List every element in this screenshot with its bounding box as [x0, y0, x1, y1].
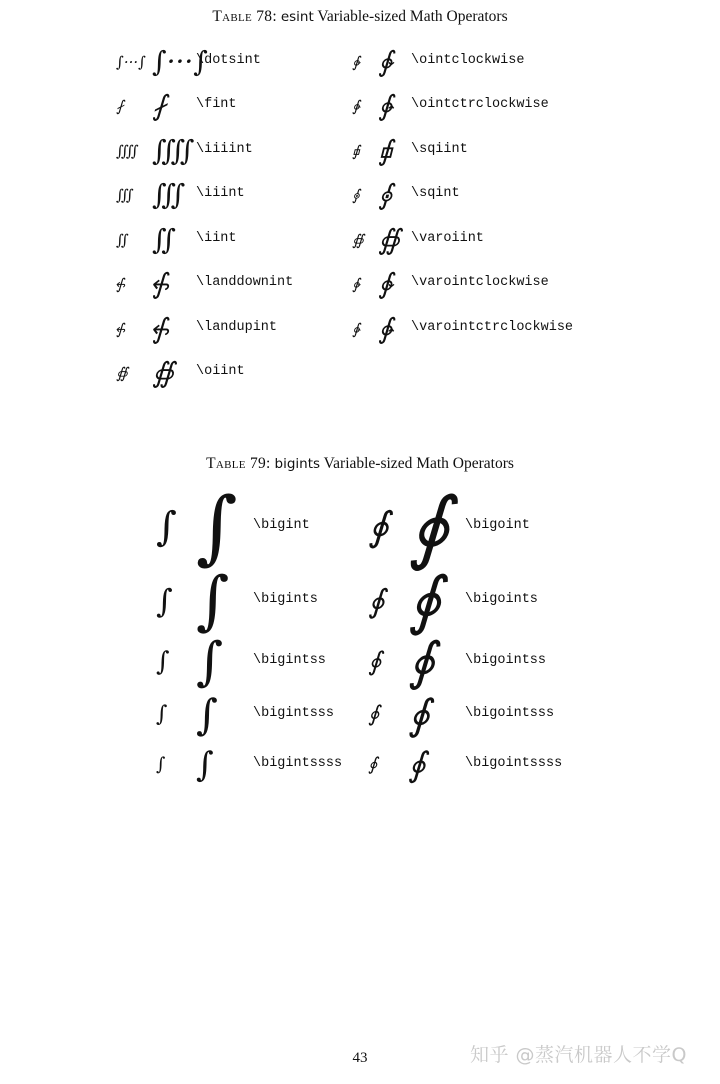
symbol-text-style: ∮	[368, 702, 380, 727]
symbol-display-style: ⨖	[378, 134, 393, 167]
symbol-text-style: ∮	[368, 754, 378, 775]
symbol-text-style: ∫	[156, 504, 177, 550]
symbol-display-style: ∫	[196, 564, 230, 638]
table-79-caption	[0, 455, 720, 473]
symbol-display-style: ⨗	[152, 267, 167, 300]
command-name: \bigintsss	[253, 706, 335, 721]
command-name: \bigointsss	[465, 706, 555, 721]
caption-package: bigints	[274, 456, 321, 472]
command-name: \bigoints	[465, 592, 538, 607]
command-name: \sqint	[411, 186, 460, 201]
caption-text: Variable-sized Math Operators	[323, 455, 514, 472]
symbol-text-style: ∮	[368, 582, 385, 620]
symbol-text-style: ⨏	[116, 96, 124, 115]
caption-label: Table 79:	[206, 455, 271, 472]
symbol-text-style: ∭	[116, 185, 134, 204]
symbol-display-style: ⨏	[152, 89, 167, 122]
symbol-text-style: ∲	[352, 52, 360, 71]
symbol-display-style: ∫	[196, 632, 224, 692]
command-name: \ointclockwise	[411, 53, 525, 68]
symbol-text-style: ∳	[352, 96, 360, 115]
symbol-display-style: ∫	[196, 745, 214, 785]
caption-label: Table 78:	[212, 8, 277, 25]
command-name: \iiiint	[196, 142, 253, 157]
caption-text: Variable-sized Math Operators	[317, 8, 508, 25]
symbol-text-style: ∬	[116, 230, 129, 249]
symbol-display-style: ∫···∫	[152, 45, 208, 78]
symbol-text-style: ⨗	[116, 274, 124, 293]
symbol-text-style: ∫	[156, 702, 168, 727]
symbol-text-style: ∯	[116, 363, 128, 382]
command-name: \bigointssss	[465, 756, 563, 771]
command-name: \iiint	[196, 186, 245, 201]
symbol-text-style: ⨖	[352, 141, 360, 160]
symbol-text-style: ∳	[352, 319, 360, 338]
command-name: \fint	[196, 97, 237, 112]
symbol-display-style: ∮	[408, 690, 430, 739]
symbol-display-style: ⨗	[152, 312, 167, 345]
symbol-text-style: ∮	[368, 647, 382, 677]
symbol-display-style: ∲	[378, 267, 393, 300]
symbol-display-style: ∳	[378, 312, 393, 345]
symbol-display-style: ∫	[196, 480, 238, 573]
symbol-display-style: ∮	[408, 632, 436, 692]
command-name: \varointclockwise	[411, 275, 549, 290]
symbol-display-style: ∯	[152, 356, 175, 389]
symbol-text-style: ∫	[156, 582, 173, 620]
command-name: \landdownint	[196, 275, 294, 290]
command-name: \bigint	[253, 518, 310, 533]
symbol-text-style: ∯	[352, 230, 364, 249]
command-name: \ointctrclockwise	[411, 97, 549, 112]
symbol-display-style: ⨌	[152, 134, 195, 167]
symbol-text-style: ∫	[156, 647, 170, 677]
symbol-text-style: ∲	[352, 274, 360, 293]
command-name: \varointctrclockwise	[411, 320, 574, 335]
command-name: \bigintss	[253, 653, 326, 668]
symbol-display-style: ∮	[408, 564, 442, 638]
command-name: \varoiint	[411, 231, 484, 246]
symbol-text-style: ⨗	[116, 319, 124, 338]
command-name: \oiint	[196, 364, 245, 379]
command-name: \bigointss	[465, 653, 547, 668]
symbol-text-style: ⨌	[116, 141, 139, 160]
symbol-display-style: ⨕	[378, 178, 393, 211]
command-name: \bigints	[253, 592, 318, 607]
command-name: \iint	[196, 231, 237, 246]
command-name: \dotsint	[196, 53, 261, 68]
symbol-display-style: ∬	[152, 223, 176, 256]
command-name: \sqiint	[411, 142, 468, 157]
symbol-text-style: ∫···∫	[116, 52, 146, 71]
symbol-display-style: ∳	[378, 89, 393, 122]
symbol-display-style: ∫	[196, 690, 218, 739]
caption-package: esint	[280, 9, 314, 25]
watermark: 知乎 @蒸汽机器人不学Q	[470, 1044, 687, 1066]
page-number: 43	[352, 1050, 368, 1066]
symbol-display-style: ∭	[152, 178, 186, 211]
symbol-text-style: ∫	[156, 754, 166, 775]
symbol-display-style: ∮	[408, 480, 450, 573]
symbol-display-style: ∯	[378, 223, 401, 256]
table-78-caption	[0, 8, 720, 26]
symbol-text-style: ∮	[368, 504, 389, 550]
symbol-display-style: ∲	[378, 45, 393, 78]
command-name: \bigintssss	[253, 756, 343, 771]
command-name: \bigoint	[465, 518, 530, 533]
command-name: \landupint	[196, 320, 278, 335]
symbol-text-style: ⨕	[352, 185, 360, 204]
symbol-display-style: ∮	[408, 745, 426, 785]
